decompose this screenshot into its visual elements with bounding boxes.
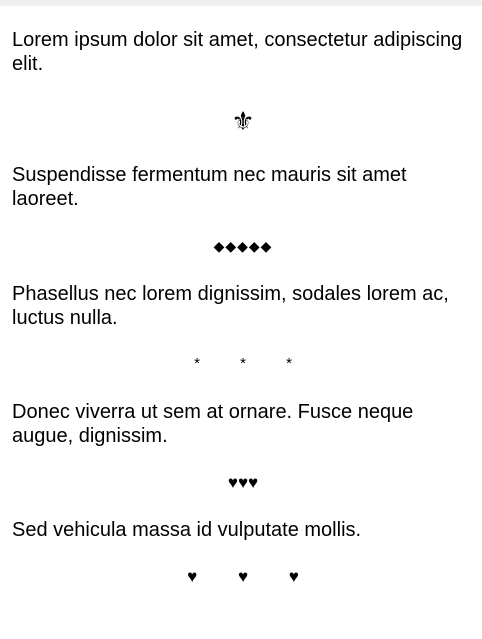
- paragraph-1: Lorem ipsum dolor sit amet, consectetur adipiscing elit.: [12, 29, 463, 75]
- paragraph-5: Sed vehicula massa id vulputate mollis.: [12, 519, 362, 541]
- hearts-divider-spaced: ♥ ♥ ♥: [187, 567, 299, 586]
- asterisks-divider: * * *: [194, 355, 292, 372]
- paragraph-3: Phasellus nec lorem dignissim, sodales lorem ac, luctus nulla.: [12, 283, 449, 329]
- paragraph-2: Suspendisse fermentum nec mauris sit amet laoreet.: [12, 164, 407, 210]
- paragraph-4: Donec viverra ut sem at ornare. Fusce neque augue, dignissim.: [12, 401, 414, 447]
- diamonds-divider: ◆◆◆◆◆: [213, 238, 273, 254]
- document-body: [12, 28, 474, 587]
- browser-top-strip: [0, 0, 482, 6]
- hearts-divider-tight: ♥♥♥: [227, 473, 259, 492]
- fleur-de-lis-divider: ⚜: [231, 106, 255, 136]
